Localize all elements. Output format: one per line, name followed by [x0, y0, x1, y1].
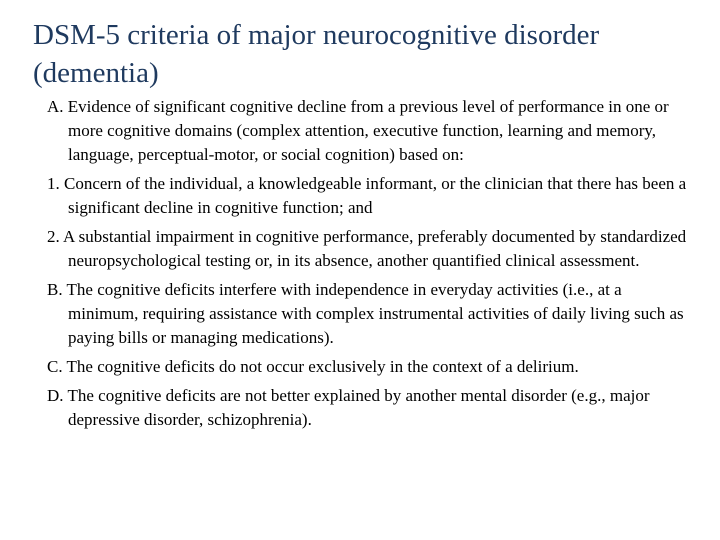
- criterion-d: D. The cognitive deficits are not better explained by another mental disorder (e.g., major depressive disorder, schizophrenia).: [47, 386, 650, 429]
- criterion-a: A. Evidence of significant cognitive decline from a previous level of performance in one or more cognitive domains (complex attention, executive function, learning and memory, language, perceptual-motor, or social cognition) based on:: [47, 97, 669, 164]
- slide-title: DSM-5 criteria of major neurocognitive disorder (dementia): [33, 19, 600, 89]
- criterion-a-1: 1. Concern of the individual, a knowledgeable informant, or the clinician that there has been a significant decline in cognitive function; and: [47, 174, 687, 217]
- criterion-a-2: 2. A substantial impairment in cognitive performance, preferably documented by standardized neuropsychological testing or, in its absence, another quantified clinical assessment.: [47, 227, 687, 270]
- criterion-c: C. The cognitive deficits do not occur exclusively in the context of a delirium.: [47, 357, 579, 376]
- criteria-list: [47, 95, 687, 437]
- criterion-b: B. The cognitive deficits interfere with independence in everyday activities (i.e., at a minimum, requiring assistance with complex instrumental activities of daily living such as paying bills or managing medications).: [47, 280, 684, 347]
